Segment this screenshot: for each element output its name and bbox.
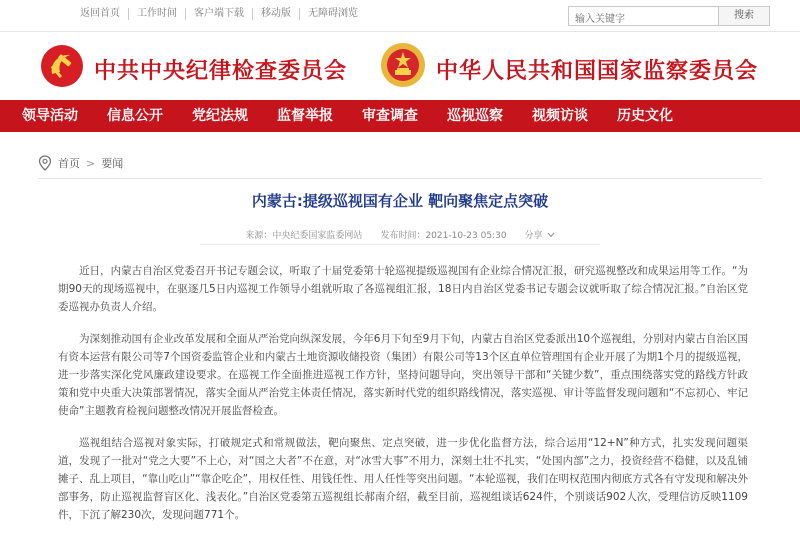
site-title-nsc: 中华人民共和国国家监察委员会	[436, 58, 759, 84]
national-emblem-icon	[380, 42, 426, 88]
top-link-mobile[interactable]: 移动版	[253, 8, 300, 20]
top-utility-bar	[0, 0, 800, 32]
party-emblem-icon	[40, 44, 84, 88]
share-label: 分享	[524, 231, 543, 241]
chevron-down-icon	[547, 232, 555, 238]
breadcrumb-divider	[38, 178, 762, 179]
breadcrumb-home[interactable]: 首页	[58, 157, 80, 170]
breadcrumb-current[interactable]: 要闻	[101, 157, 124, 170]
search-button[interactable]: 搜索	[718, 6, 770, 26]
nav-item-video[interactable]: 视频访谈	[532, 108, 588, 124]
location-pin-icon	[38, 155, 52, 171]
nav-item-history[interactable]: 历史文化	[617, 108, 673, 124]
breadcrumb-separator-icon: >	[86, 156, 96, 170]
nav-item-inspection[interactable]: 巡视巡察	[447, 108, 503, 124]
site-header	[0, 32, 800, 96]
article-title: 内蒙古:提级巡视国有企业 靶向聚焦定点突破	[251, 192, 549, 210]
article-paragraph: 近日，内蒙古自治区党委召开书记专题会议，听取了十届党委第十轮巡视提级巡视国有企业综合情况汇报，研究巡视整改和成果运用等工作。“为期90天的现场巡视中，在驱逐几5日内巡视工作领导小组就听取了各巡视组汇报，18日内自治区党委书记专题会议就听取了综合情况汇报。”自治区党委巡视办负责人介绍。	[58, 265, 748, 313]
top-link-accessibility[interactable]: 无障碍浏览	[308, 8, 358, 19]
main-nav	[0, 100, 800, 132]
article-meta	[0, 228, 800, 241]
breadcrumb	[38, 155, 123, 171]
search-input[interactable]: 输入关键字	[568, 6, 718, 26]
top-link-hours[interactable]: 工作时间	[129, 8, 186, 20]
top-links	[80, 8, 366, 20]
share-button[interactable]	[525, 228, 555, 241]
meta-divider	[200, 244, 600, 245]
top-link-client-download[interactable]: 客户端下载	[186, 8, 253, 20]
nav-item-info-disclosure[interactable]: 信息公开	[107, 108, 163, 124]
article-date: 发布时间：2021-10-23 05:30	[380, 231, 507, 241]
nav-item-leadership[interactable]: 领导活动	[22, 108, 78, 124]
article-paragraph: 巡视组结合巡视对象实际，打破规定式和常规做法，靶向聚焦、定点突破，进一步优化监督方法，综合运用“12+N”种方式，扎实发现问题渠道，发现了一批对“党之大要”不上心，对“国之大者”不在意，对“冰雪大事”不用力，深刻土壮不扎实，“处国内部”之力，投资经营不稳健，以及乱铺摊子、乱上项目，“靠山吃山”“靠企吃企”，用权任性、用钱任性、用人任性等突出问题。“本轮巡视，我们在明权范围内彻底方式各有守发现和解决外部事务，防止巡视监督盲区化、浅表化。”自治区党委第五巡视组长郝南介绍，截至目前，巡视组谈话624件，个别谈话902人次，受理信访反映1109件，下沉了解230次，发现问题771个。	[58, 437, 748, 521]
article-body	[58, 262, 748, 538]
article-source: 来源：中央纪委国家监委网站	[245, 231, 363, 241]
site-title-ccdi: 中共中央纪律检查委员会	[94, 58, 348, 84]
nav-item-regulations[interactable]: 党纪法规	[192, 108, 248, 124]
nav-item-investigation[interactable]: 审查调查	[362, 108, 418, 124]
article-paragraph: 为深刻推动国有企业改革发展和全面从严治党向纵深发展，今年6月下旬至9月下旬，内蒙古自治区党委派出10个巡视组，分别对内蒙古自治区国有资本运营有限公司等7个国资委监管企业和内蒙古土地资源收储投资（集团）有限公司等13个区直单位管理国有企业开展了为期1个月的提级巡视，进一步落实深化党风廉政建设要求。在巡视工作全面推进巡视工作方针，坚持问题导向，突出领导干部和“关键少数”，重点围绕落实党的路线方针政策和党中央重大决策部署情况，落实全面从严治党主体责任情况，落实新时代党的组织路线情况，落实巡视、审计等监督发现问题和“不忘初心、牢记使命”主题教育检视问题整改情况开展监督检查。	[58, 333, 749, 417]
nav-item-report[interactable]: 监督举报	[277, 108, 333, 124]
top-link-home[interactable]: 返回首页	[80, 8, 129, 20]
